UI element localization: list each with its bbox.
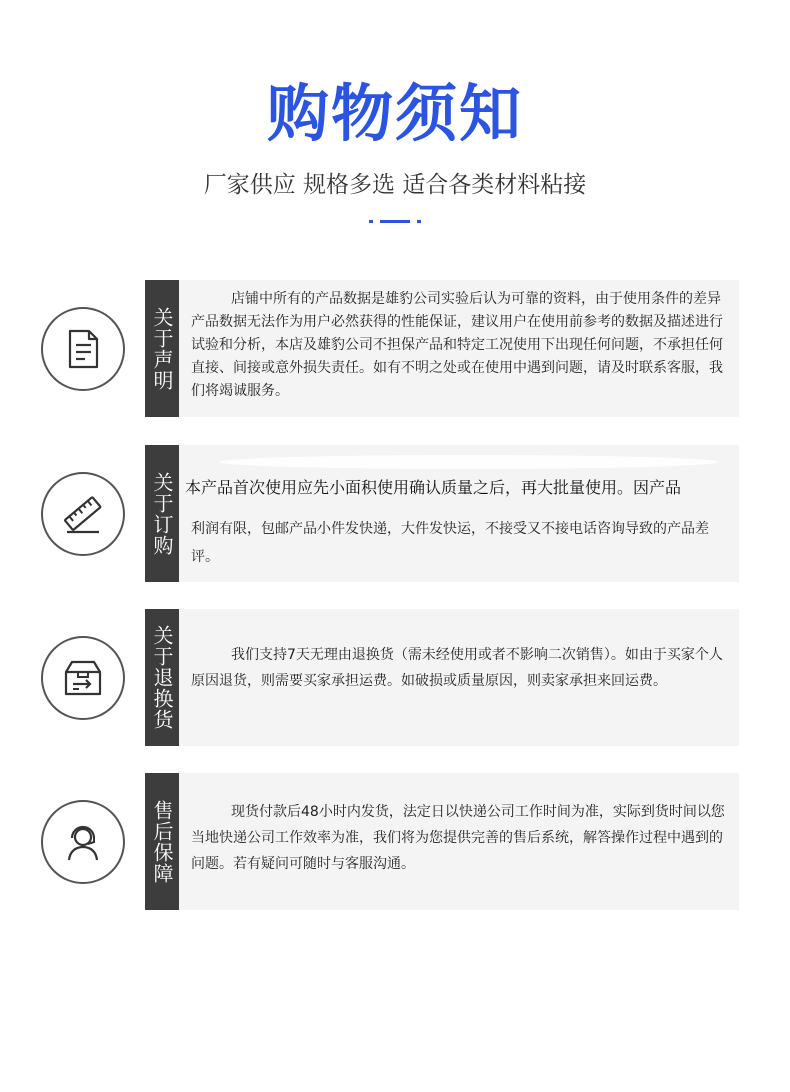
- after-sales-icon-circle: [41, 800, 125, 884]
- section-label: 关于订购: [145, 445, 179, 582]
- section-text: 现货付款后48小时内发货，法定日以快递公司工作时间为准，实际到货时间以您当地快递公司工作效率为准，我们将为您提供完善的售后系统，解答操作过程中遇到的问题。若有疑问可随时与客服沟通。: [191, 804, 725, 872]
- section-content: [179, 445, 739, 582]
- divider-dot: [369, 220, 373, 223]
- ruler-icon: [61, 492, 105, 536]
- section-text-emphasis: 本产品首次使用应先小面积使用确认质量之后，再大批量使用。因产品: [185, 478, 682, 497]
- section-returns: [0, 609, 790, 746]
- divider-dot: [417, 220, 421, 223]
- smear-overlay: [219, 455, 719, 469]
- box-return-icon: [61, 656, 105, 700]
- section-label: 关于退换货: [145, 609, 179, 746]
- title-divider: [369, 220, 421, 224]
- ordering-icon-circle: [41, 472, 125, 556]
- section-content: [179, 280, 739, 417]
- section-label: 售后保障: [145, 773, 179, 910]
- divider-bar: [380, 220, 410, 223]
- section-text: 我们支持7天无理由退换货（需未经使用或者不影响二次销售）。如由于买家个人原因退货，则需要买家承担运费。如破损或质量原因，则卖家承担来回运费。: [191, 647, 723, 689]
- section-label: 关于声明: [145, 280, 179, 417]
- statement-icon-circle: [41, 307, 125, 391]
- returns-icon-circle: [41, 636, 125, 720]
- page-title: 购物须知: [266, 77, 523, 150]
- page-subtitle: 厂家供应 规格多选 适合各类材料粘接: [203, 172, 587, 198]
- section-text: 店铺中所有的产品数据是雄豹公司实验后认为可靠的资料，由于使用条件的差异产品数据无法作为用户必然获得的性能保证，建议用户在使用前参考的数据及描述进行试验和分析，本店及雄豹公司不担保产品和特定工况使用下出现任何问题，不承担任何直接、间接或意外损失责任。如有不明之处或在使用中遇到问题，请及时联系客服，我们将竭诚服务。: [191, 291, 723, 399]
- section-statement: [0, 280, 790, 417]
- customer-service-icon: [61, 820, 105, 864]
- section-ordering: [0, 445, 790, 582]
- document-icon: [61, 327, 105, 371]
- section-content: [179, 609, 739, 746]
- section-after-sales: [0, 773, 790, 910]
- section-content: [179, 773, 739, 910]
- section-text: 利润有限，包邮产品小件发快递，大件发快运，不接受又不接电话咨询导致的产品差评。: [191, 521, 709, 565]
